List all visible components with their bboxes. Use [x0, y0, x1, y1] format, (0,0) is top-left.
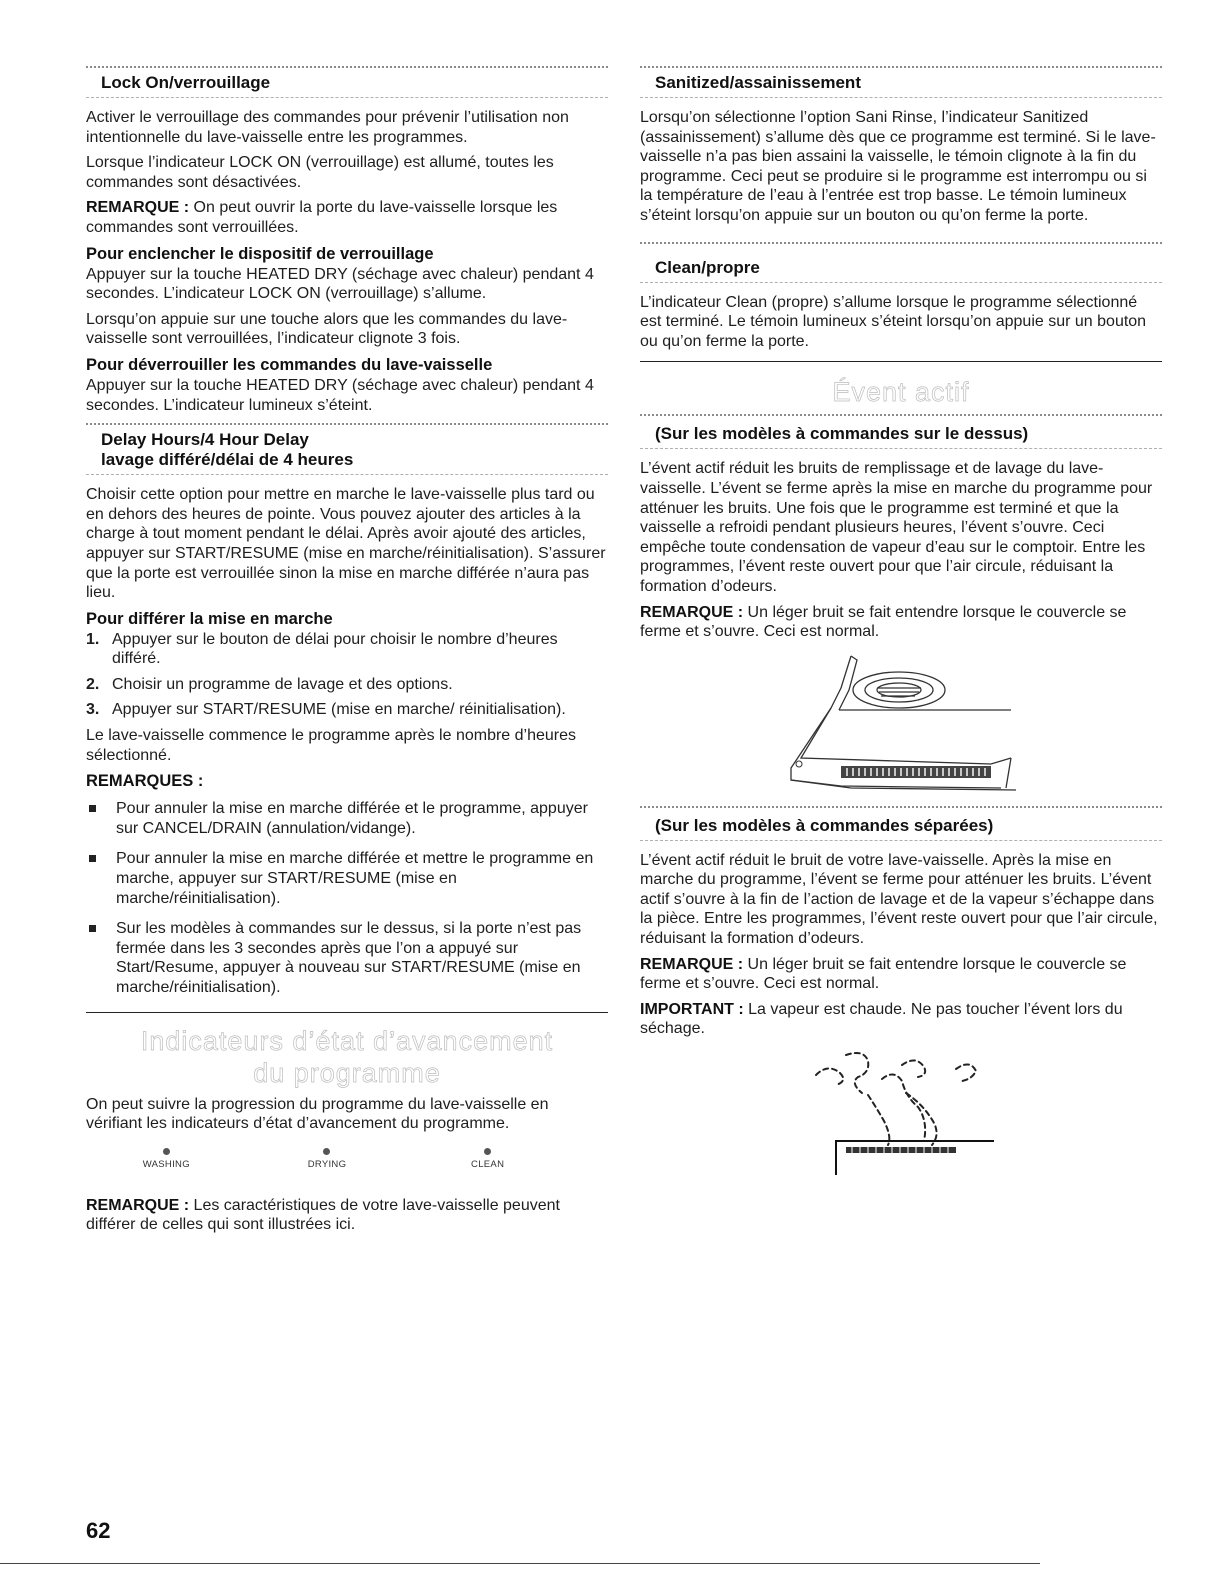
lock-heading: Lock On/verrouillage	[101, 73, 271, 92]
note-label: REMARQUE :	[86, 199, 190, 217]
status-note	[86, 1196, 608, 1235]
clean-paragraph: L’indicateur Clean (propre) s’allume lorsque le programme sélectionné est terminé. Le témoin lumineux s’éteint lorsqu’on appuie sur un bouton ou qu’on ferme la porte.	[640, 293, 1147, 350]
delay-paragraph: Choisir cette option pour mettre en marche le lave-vaisselle plus tard ou en dehors des heures de pointe. Vous pouvez ajouter des articles à la charge à tout moment pendant le délai. Après avoir ajouté des articles, appuyer sur START/RESUME (mise en marche/réinitialisation). S’assurer que la porte est verrouillée sinon la mise en marche différée n’aura pas lieu.	[86, 486, 606, 602]
right-column	[640, 66, 1162, 1180]
lock-note	[86, 198, 608, 237]
list-item: Pour annuler la mise en marche différée et mettre le programme en marche, appuyer sur START/RESUME (mise en marche/réinitialisation).	[86, 849, 608, 908]
steam-vent-illustration	[806, 1045, 996, 1180]
lock-subheading: Pour enclencher le dispositif de verrouillage	[86, 244, 434, 263]
vent-top-heading: (Sur les modèles à commandes sur le dessus)	[655, 424, 1029, 444]
sanitized-heading: Sanitized/assainissement	[655, 73, 861, 92]
notes-list	[86, 799, 608, 997]
indicator-washing: WASHING	[121, 1148, 211, 1170]
note-text: Un léger bruit se fait entendre lorsque le couvercle se ferme et s’ouvre. Ceci est normal.	[640, 955, 1127, 993]
list-item: 2. Choisir un programme de lavage et des options.	[86, 675, 453, 693]
vent-important	[640, 1000, 1162, 1039]
delay-subheading: Pour différer la mise en marche	[86, 609, 333, 628]
vent-note	[640, 955, 1162, 994]
note-text: Les caractéristiques de votre lave-vaisselle peuvent différer de celles qui sont illustrées ici.	[86, 1196, 560, 1234]
list-item: Pour annuler la mise en marche différée et le programme, appuyer sur CANCEL/DRAIN (annulation/vidange).	[86, 799, 608, 838]
list-item: 1. Appuyer sur le bouton de délai pour choisir le nombre d’heures différé.	[86, 630, 558, 668]
list-item: 3. Appuyer sur START/RESUME (mise en marche/ réinitialisation).	[86, 701, 566, 719]
note-text: On peut ouvrir la porte du lave-vaisselle lorsque les commandes sont verrouillées.	[86, 199, 558, 236]
delay-paragraph: Le lave-vaisselle commence le programme après le nombre d’heures sélectionné.	[86, 727, 577, 764]
footer-rule	[0, 1563, 1040, 1564]
lock-paragraph: Lorsqu’on appuie sur une touche alors que les commandes du lave-vaisselle sont verrouillées, l’indicateur clignote 3 fois.	[86, 310, 568, 348]
important-text: La vapeur est chaude. Ne pas toucher l’évent lors du séchage.	[640, 1000, 1123, 1038]
sanitized-paragraph: Lorsqu’on sélectionne l’option Sani Rinse, l’indicateur Sanitized (assainissement) s’allume dès que ce programme est terminé. Si le lave-vaisselle n’a pas bien assaini la vaisselle, le témoin clignote à la fin du programme. Ceci peut se produire si le programme est interrompu ou si la température de l’eau à l’entrée est trop basse. Le témoin lumineux s’éteint lorsqu’on appuie sur un bouton ou qu’on ferme la porte.	[640, 109, 1156, 224]
status-heading-line2: du programme	[253, 1057, 441, 1088]
note-label: REMARQUE :	[640, 955, 744, 973]
lock-paragraph: Appuyer sur la touche HEATED DRY (séchage avec chaleur) pendant 4 secondes. L’indicateur LOCK ON (verrouillage) s’allume.	[86, 265, 594, 303]
clean-heading: Clean/propre	[655, 257, 760, 277]
lock-paragraph: Lorsque l’indicateur LOCK ON (verrouillage) est allumé, toutes les commandes sont désactivées.	[86, 154, 554, 191]
unlock-subheading: Pour déverrouiller les commandes du lave-vaisselle	[86, 355, 493, 374]
note-label: REMARQUE :	[640, 603, 744, 621]
delay-steps	[86, 630, 608, 720]
vent-paragraph: L’évent actif réduit le bruit de votre lave-vaisselle. Après la mise en marche du programme, l’évent se ferme pour atténuer les bruits. L’évent actif s’ouvre à la fin de l’action de lavage et de la vapeur s’échappe dans la pièce. Entre les programmes, l’évent reste ouvert pour que l’air circule, réduisant la formation d’odeurs.	[640, 851, 1158, 948]
lock-paragraph: Activer le verrouillage des commandes pour prévenir l’utilisation non intentionnelle du lave-vaisselle entre les programmes.	[86, 109, 569, 146]
vent-paragraph: L’évent actif réduit les bruits de remplissage et de lavage du lave-vaisselle. L’évent se ferme après la mise en marche du programme pour atténuer les bruits. Une fois que le programme est terminé et que la vaisselle a refroidi pendant plusieurs heures, l’évent s’ouvre. Ceci empêche toute condensation de vapeur d’eau sur le comptoir. Entre les programmes, l’évent reste ouvert pour que l’air circule, réduisant la formation d’odeurs.	[640, 460, 1153, 595]
list-item: Sur les modèles à commandes sur le dessus, si la porte n’est pas fermée dans les 3 secondes après que l’on a appuyé sur Start/Resume, appuyer à nouveau sur START/RESUME (mise en marche/réinitialisation).	[86, 919, 608, 997]
note-text: Un léger bruit se fait entendre lorsque le couvercle se ferme et s’ouvre. Ceci est normal.	[640, 603, 1127, 641]
indicator-light-icon	[323, 1148, 330, 1155]
left-column	[86, 66, 608, 1241]
page-number: 62	[86, 1518, 111, 1543]
status-paragraph: On peut suivre la progression du programme du lave-vaisselle en vérifiant les indicateurs d’état d’avancement du programme.	[86, 1095, 549, 1133]
important-label: IMPORTANT :	[640, 1000, 744, 1018]
delay-heading: Delay Hours/4 Hour Delay	[101, 430, 309, 450]
vent-note	[640, 603, 1162, 642]
notes-label: REMARQUES :	[86, 772, 204, 791]
vent-top-illustration	[781, 648, 1021, 798]
vent-separate-heading: (Sur les modèles à commandes séparées)	[655, 815, 994, 835]
status-heading: Indicateurs d’état d’avancement	[140, 1025, 554, 1056]
status-indicators	[86, 1148, 608, 1170]
indicator-drying: DRYING	[282, 1148, 372, 1170]
vent-heading: Évent actif	[832, 377, 970, 408]
indicator-light-icon	[484, 1148, 491, 1155]
unlock-paragraph: Appuyer sur la touche HEATED DRY (séchage avec chaleur) pendant 4 secondes. L’indicateur lumineux s’éteint.	[86, 376, 594, 414]
indicator-light-icon	[163, 1148, 170, 1155]
delay-heading-fr: lavage différé/délai de 4 heures	[101, 450, 354, 470]
note-label: REMARQUE :	[86, 1196, 190, 1214]
indicator-clean: CLEAN	[443, 1148, 533, 1170]
